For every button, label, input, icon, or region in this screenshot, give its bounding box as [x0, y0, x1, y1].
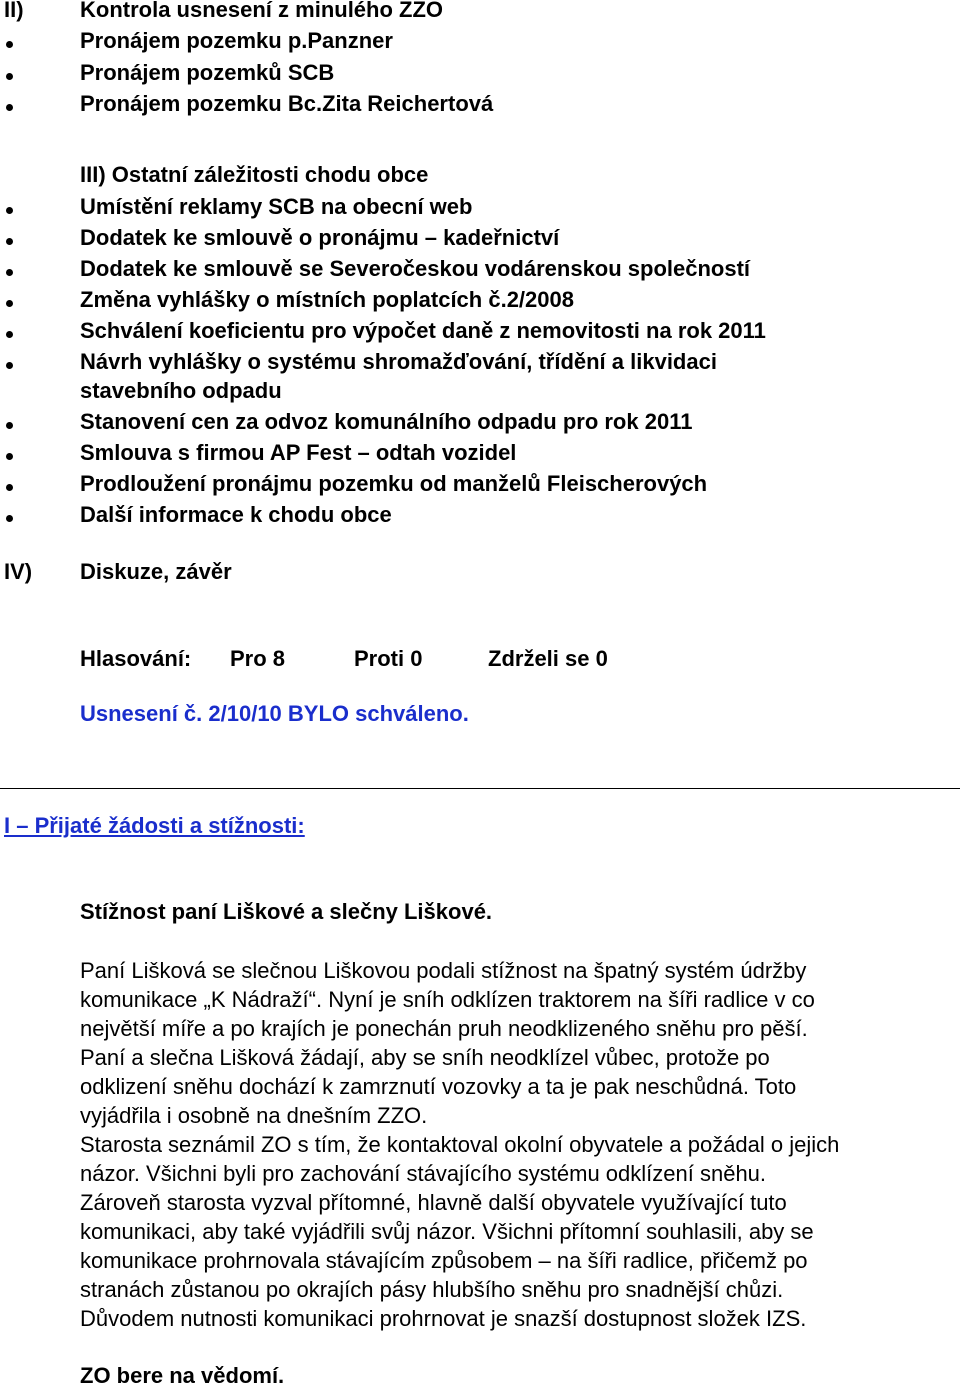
- list-item: Pronájem pozemku Bc.Zita Reichertová: [80, 91, 494, 116]
- section-numeral-ii: II): [4, 0, 24, 22]
- bullet-icon: [6, 41, 13, 48]
- list-item: Stanovení cen za odvoz komunálního odpadu pro rok 2011: [80, 409, 693, 434]
- paragraph-line: Starosta seznámil ZO s tím, že kontaktoval okolní obyvatele a požádal o jejich: [80, 1132, 840, 1157]
- list-item: Schválení koeficientu pro výpočet daně z nemovitosti na rok 2011: [80, 318, 766, 343]
- complaint-body: [80, 956, 950, 1333]
- paragraph-line: komunikace prohrnovala stávajícím způsobem – na šíři radlice, přičemž po: [80, 1248, 808, 1273]
- paragraph-line: Zároveň starosta vyzval přítomné, hlavně další obyvatele využívající tuto: [80, 1190, 787, 1215]
- bullet-icon: [6, 331, 13, 338]
- list-item: Pronájem pozemků SCB: [80, 60, 335, 85]
- paragraph-line: stranách zůstanou po okrajích pásy hlubšího sněhu pro snadnější chůzi.: [80, 1277, 784, 1302]
- complaint-conclusion: ZO bere na vědomí.: [80, 1363, 285, 1388]
- paragraph-line: vyjádřila i osobně na dnešním ZZO.: [80, 1103, 428, 1128]
- vote-proti: Proti 0: [354, 646, 423, 671]
- vote-label: Hlasování:: [80, 646, 192, 671]
- paragraph-line: názor. Všichni byli pro zachování stávajícího systému odklízení sněhu.: [80, 1161, 767, 1186]
- bullet-icon: [6, 515, 13, 522]
- list-item: Další informace k chodu obce: [80, 502, 392, 527]
- list-item: Pronájem pozemku p.Panzner: [80, 28, 393, 53]
- section-title-iii: III) Ostatní záležitosti chodu obce: [80, 162, 429, 187]
- bullet-icon: [6, 484, 13, 491]
- paragraph-line: komunikace „K Nádraží“. Nyní je sníh odklízen traktorem na šíři radlice v co: [80, 987, 815, 1012]
- vote-pro: Pro 8: [230, 646, 286, 671]
- vote-zdrzeli: Zdrželi se 0: [488, 646, 608, 671]
- list-item: Změna vyhlášky o místních poplatcích č.2/2008: [80, 287, 574, 312]
- bullet-icon: [6, 269, 13, 276]
- section-title-ii: Kontrola usnesení z minulého ZZO: [80, 0, 444, 22]
- list-item: Smlouva s firmou AP Fest – odtah vozidel: [80, 440, 517, 465]
- resolution-text: Usnesení č. 2/10/10 BYLO schváleno.: [80, 701, 469, 726]
- complaint-title: Stížnost paní Liškové a slečny Liškové.: [80, 899, 493, 924]
- list-item: Dodatek ke smlouvě o pronájmu – kadeřnictví: [80, 225, 560, 250]
- bullet-icon: [6, 73, 13, 80]
- section-numeral-iv: IV): [4, 559, 33, 584]
- list-item-continuation: stavebního odpadu: [80, 378, 282, 403]
- list-item: Dodatek ke smlouvě se Severočeskou vodárenskou společností: [80, 256, 751, 281]
- paragraph-line: odklizení sněhu dochází k zamrznutí vozovky a ta je pak neschůdná. Toto: [80, 1074, 797, 1099]
- bullet-icon: [6, 422, 13, 429]
- list-item: Umístění reklamy SCB na obecní web: [80, 194, 473, 219]
- bullet-icon: [6, 238, 13, 245]
- bullet-icon: [6, 300, 13, 307]
- paragraph-line: Paní a slečna Lišková žádají, aby se sníh neodklízel vůbec, protože po: [80, 1045, 770, 1070]
- bullet-icon: [6, 207, 13, 214]
- list-item: Prodloužení pronájmu pozemku od manželů Fleischerových: [80, 471, 708, 496]
- bullet-icon: [6, 362, 13, 369]
- paragraph-line: největší míře a po krajích je ponechán pruh neodklizeného sněhu pro pěší.: [80, 1016, 808, 1041]
- bullet-icon: [6, 104, 13, 111]
- list-item: Návrh vyhlášky o systému shromažďování, třídění a likvidaci: [80, 349, 717, 374]
- paragraph-line: Paní Lišková se slečnou Liškovou podali stížnost na špatný systém údržby: [80, 958, 807, 983]
- divider: [0, 788, 960, 789]
- bullet-icon: [6, 453, 13, 460]
- paragraph-line: komunikaci, aby také vyjádřili svůj názor. Všichni přítomní souhlasili, aby se: [80, 1219, 814, 1244]
- paragraph-line: Důvodem nutnosti komunikaci prohrnovat je snazší dostupnost složek IZS.: [80, 1306, 807, 1331]
- section-title-iv: Diskuze, závěr: [80, 559, 232, 584]
- requests-heading: I – Přijaté žádosti a stížnosti:: [4, 813, 305, 838]
